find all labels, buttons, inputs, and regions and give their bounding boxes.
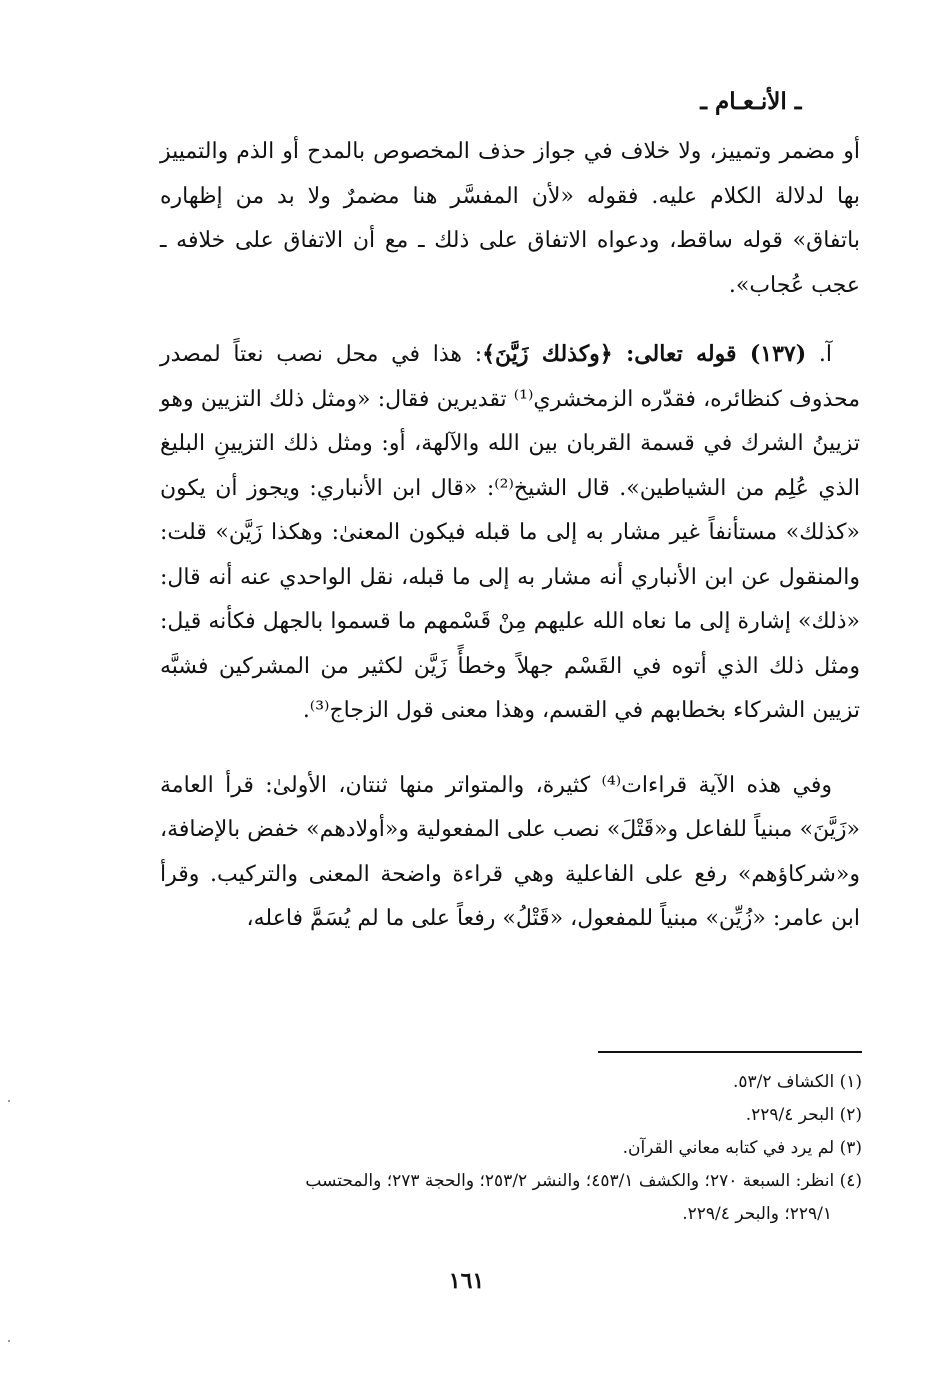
footnote-3: (٣) لم يرد في كتابه معاني القرآن.: [622, 1138, 862, 1158]
paragraph-3: وفي هذه الآية قراءات⁽⁴⁾ كثيرة، والمتواتر منها ثنتان، الأولىٰ: قرأ العامة «زَيَّنَ» مبنياً للفاعل و«قَتْلَ» نصب على المفعولية و«أولادهم» خفض بالإضافة، و«شركاؤهم» رفع على الفاعلية وهي قراءة واضحة المعنى والتركيب. وقرأ ابن عامر: «زُيِّن» مبنياً للمفعول، «قَتْلُ» رفعاً على ما لم يُسَمَّ فاعله،: [160, 772, 860, 931]
verse-heading: (١٣٧) قوله تعالى: ﴿وكذلك زَيَّنَ﴾: [482, 341, 807, 367]
verse-prefix: آ.: [806, 342, 832, 367]
footnote-1: (١) الكشاف ٥٣/٢.: [732, 1072, 862, 1092]
footnotes: [160, 1066, 862, 1231]
main-text: [160, 130, 860, 942]
scan-speck: [8, 1100, 10, 1102]
paragraph-2: [160, 332, 860, 734]
running-header: ـ الأنـعـام ـ: [700, 88, 802, 115]
paragraph-1: أو مضمر وتمييز، ولا خلاف في جواز حذف المخصوص بالمدح أو الذم والتمييز بها لدلالة الكلام عليه. فقوله «لأن المفسَّر هنا مضمرٌ ولا بد من إظهاره باتفاق» قوله ساقط، ودعواه الاتفاق على ذلك ـ مع أن الاتفاق على خلافه ـ عجب عُجاب».: [160, 139, 860, 298]
scan-speck: [8, 1340, 10, 1342]
paragraph-2-text: : هذا في محل نصب نعتاً لمصدر محذوف كنظائره، فقدّره الزمخشري⁽¹⁾ تقديرين فقال: «ومثل ذلك التزيين وهو تزيينُ الشرك في قسمة القربان بين الله والآلهة، أو: ومثل ذلك التزيينِ البليغ الذي عُلِم من الشياطين». قال الشيخ⁽²⁾: «قال ابن الأنباري: ويجوز أن يكون «كذلك» مستأنفاً غير مشار به إلى ما قبله فيكون المعنىٰ: وهكذا زَيَّن» قلت: والمنقول عن ابن الأنباري أنه مشار به إلى ما قبله، نقل الواحدي عنه أنه قال: «ذلك» إشارة إلى ما نعاه الله عليهم مِنْ قَسْمهم ما قسموا بالجهل فكأنه قيل: ومثل ذلك الذي أتوه في القَسْم جهلاً وخطأً زَيَّن لكثير من المشركين فشبَّه تزيين الشركاء بخطابهم في القسم، وهذا معنى قول الزجاج⁽³⁾.: [160, 342, 860, 723]
footnote-divider: [598, 1051, 862, 1053]
footnote-2: (٢) البحر ٢٢٩/٤.: [745, 1105, 862, 1125]
footnote-4-continuation: ٢٢٩/١؛ والبحر ٢٢٩/٤.: [682, 1204, 832, 1224]
footnote-4: (٤) انظر: السبعة ٢٧٠؛ والكشف ٤٥٣/١؛ والنشر ٢٥٣/٢؛ والحجة ٢٧٣؛ والمحتسب: [305, 1171, 862, 1191]
page-number: ١٦١: [448, 1268, 485, 1294]
